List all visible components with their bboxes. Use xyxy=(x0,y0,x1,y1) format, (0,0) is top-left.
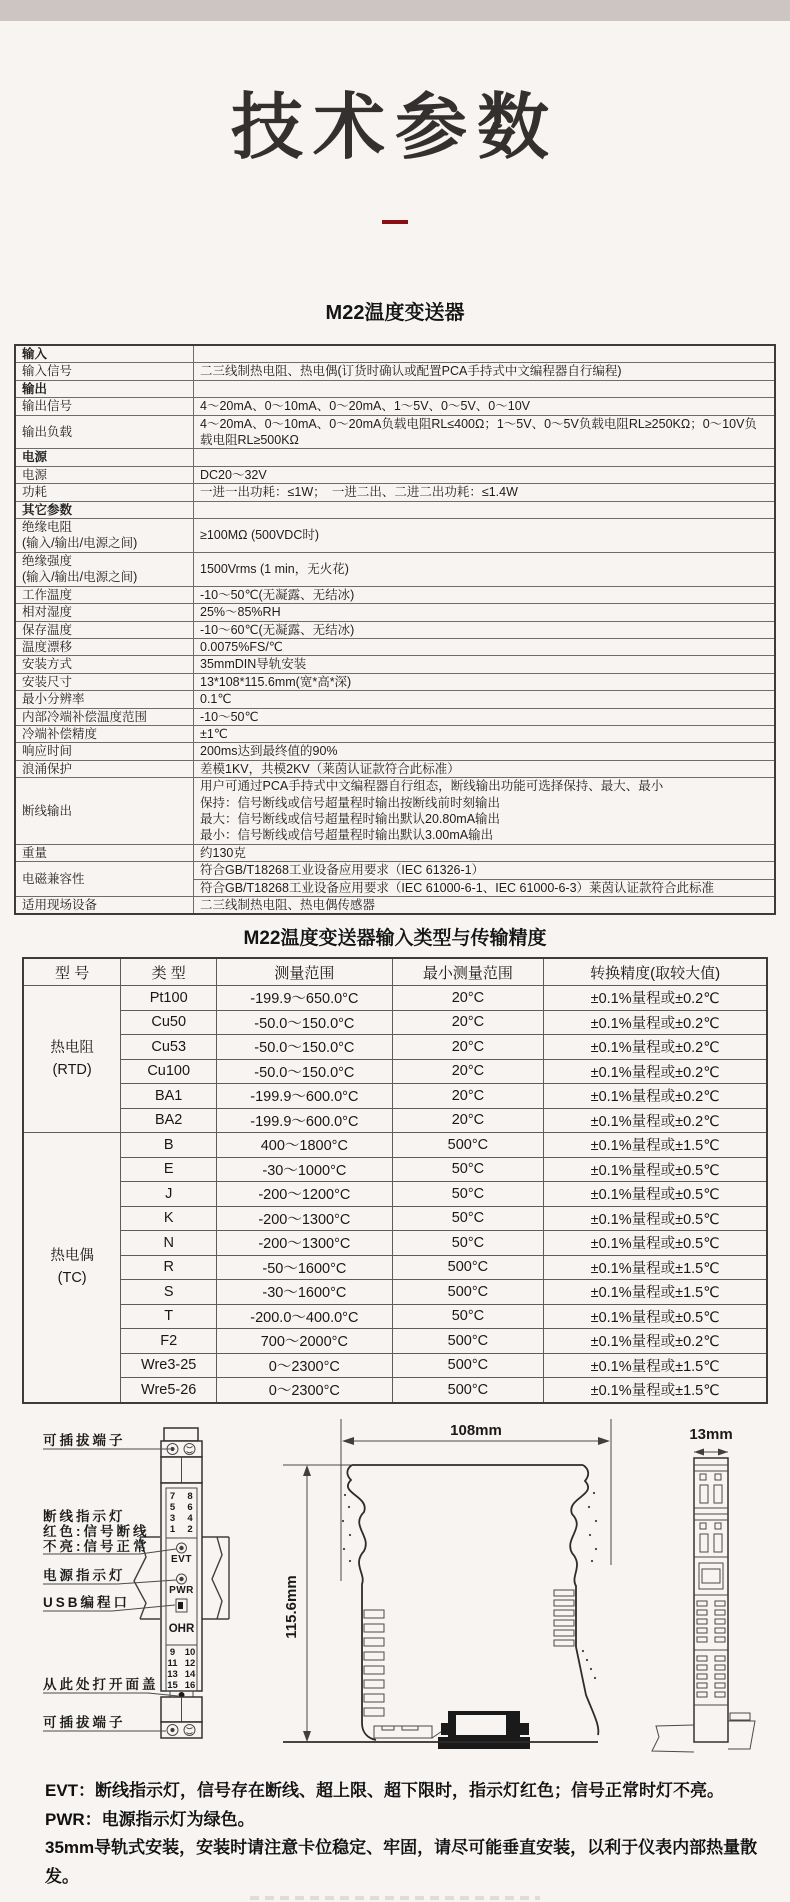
terminal-number: 15 xyxy=(167,1680,178,1691)
module-end-view xyxy=(694,1458,728,1742)
min-range-cell: 20°C xyxy=(392,1108,544,1133)
range-cell: 0～2300°C xyxy=(217,1353,393,1378)
spec-row xyxy=(15,621,775,638)
spec-value xyxy=(194,345,776,363)
type-cell: Cu53 xyxy=(121,1035,217,1060)
type-cell: Wre3-25 xyxy=(121,1353,217,1378)
dimension-drawing xyxy=(0,1395,790,1795)
precision-row xyxy=(23,1059,767,1084)
spec-table-body xyxy=(15,345,775,914)
min-range-cell: 50°C xyxy=(392,1182,544,1207)
vent-slots-left xyxy=(364,1610,384,1716)
range-cell: -200～1300°C xyxy=(217,1231,393,1256)
type-cell: Wre5-26 xyxy=(121,1378,217,1403)
spec-row xyxy=(15,449,775,466)
range-cell: -199.9～600.0°C xyxy=(217,1108,393,1133)
type-cell: R xyxy=(121,1255,217,1280)
min-range-cell: 500°C xyxy=(392,1133,544,1158)
spec-value: 13*108*115.6mm(宽*高*深) xyxy=(194,673,776,690)
spec-label: 冷端补偿精度 xyxy=(15,725,194,742)
spec-label: 浪涌保护 xyxy=(15,760,194,777)
spec-label: 电源 xyxy=(15,449,194,466)
accuracy-cell: ±0.1%量程或±0.2℃ xyxy=(544,1010,767,1035)
spec-value: 差模1KV，共模2KV（莱茵认证款符合此标准） xyxy=(194,760,776,777)
type-cell: BA1 xyxy=(121,1084,217,1109)
spec-label: 功耗 xyxy=(15,484,194,501)
precision-row xyxy=(23,1206,767,1231)
min-range-cell: 20°C xyxy=(392,1059,544,1084)
range-cell: -50～1600°C xyxy=(217,1255,393,1280)
range-cell: -199.9～650.0°C xyxy=(217,986,393,1011)
spec-value: -10～60℃(无凝露、无结冰) xyxy=(194,621,776,638)
din-clamp xyxy=(438,1711,530,1749)
range-cell: -50.0～150.0°C xyxy=(217,1059,393,1084)
accuracy-cell: ±0.1%量程或±0.2℃ xyxy=(544,1329,767,1354)
terminal-number: 14 xyxy=(184,1669,196,1680)
range-cell: -30～1000°C xyxy=(217,1157,393,1182)
label-open-cover: 从此处打开面盖 xyxy=(43,1677,159,1692)
min-range-cell: 50°C xyxy=(392,1157,544,1182)
spec-label: 输出 xyxy=(15,380,194,397)
terminal-number: 6 xyxy=(187,1502,193,1513)
range-cell: 0～2300°C xyxy=(217,1378,393,1403)
spec-value: 0.1℃ xyxy=(194,691,776,708)
precision-row xyxy=(23,986,767,1011)
range-cell: 700～2000°C xyxy=(217,1329,393,1354)
top-band xyxy=(0,0,790,21)
spec-value: 一进一出功耗：≤1W； 一进二出、二进二出功耗：≤1.4W xyxy=(194,484,776,501)
precision-table xyxy=(22,957,768,1404)
spec-row xyxy=(15,725,775,742)
terminal-number: 2 xyxy=(187,1524,193,1535)
range-cell: -199.9～600.0°C xyxy=(217,1084,393,1109)
label-evt-line1: 断线指示灯 xyxy=(43,1509,126,1524)
spec-value: 25%～85%RH xyxy=(194,604,776,621)
model-group-cell: 热电阻 (RTD) xyxy=(23,986,121,1133)
type-cell: J xyxy=(121,1182,217,1207)
spec-label: 电磁兼容性 xyxy=(15,862,194,897)
spec-row xyxy=(15,466,775,483)
spec-value: 35mmDIN导轨安装 xyxy=(194,656,776,673)
spec-value xyxy=(194,380,776,397)
spec-label: 安装方式 xyxy=(15,656,194,673)
terminal-number: 7 xyxy=(169,1491,176,1502)
precision-table-title: M22温度变送器输入类型与传输精度 xyxy=(243,928,547,949)
spec-value: 1500Vrms (1 min，无火花) xyxy=(194,552,776,586)
spec-value: 二三线制热电阻、热电偶(订货时确认或配置PCA手持式中文编程器自行编程) xyxy=(194,363,776,380)
spec-value: -10～50℃ xyxy=(194,708,776,725)
spec-row xyxy=(15,604,775,621)
spec-label: 最小分辨率 xyxy=(15,691,194,708)
min-range-cell: 500°C xyxy=(392,1255,544,1280)
spec-row xyxy=(15,778,775,845)
spec-label: 相对湿度 xyxy=(15,604,194,621)
terminal-number: 11 xyxy=(167,1658,178,1669)
range-cell: -30～1600°C xyxy=(217,1280,393,1305)
spec-row xyxy=(15,484,775,501)
height-dimension xyxy=(283,1465,352,1742)
accuracy-cell: ±0.1%量程或±0.5℃ xyxy=(544,1231,767,1256)
precision-row xyxy=(23,1084,767,1109)
label-terminal-top: 可插拔端子 xyxy=(43,1433,126,1448)
min-range-cell: 500°C xyxy=(392,1353,544,1378)
range-cell: -200～1200°C xyxy=(217,1182,393,1207)
label-terminal-bottom: 可插拔端子 xyxy=(43,1715,126,1730)
label-evt-line3: 不亮:信号正常 xyxy=(43,1539,150,1554)
spec-value: ±1℃ xyxy=(194,725,776,742)
spec-value xyxy=(194,501,776,518)
note-evt: EVT：断线指示灯，信号存在断线、超上限、超下限时，指示灯红色；信号正常时灯不亮。 xyxy=(45,1781,725,1800)
spec-label: 响应时间 xyxy=(15,743,194,760)
precision-row xyxy=(23,1133,767,1158)
spec-row xyxy=(15,656,775,673)
spec-row xyxy=(15,743,775,760)
range-cell: -200.0～400.0°C xyxy=(217,1304,393,1329)
evt-led-label: EVT xyxy=(171,1554,192,1565)
spec-row xyxy=(15,708,775,725)
terminal-number: 1 xyxy=(169,1524,176,1535)
type-cell: Cu50 xyxy=(121,1010,217,1035)
spec-label: 电源 xyxy=(15,466,194,483)
min-range-cell: 50°C xyxy=(392,1304,544,1329)
spec-row xyxy=(15,897,775,915)
terminal-number: 4 xyxy=(187,1513,193,1524)
spec-label: 输出负载 xyxy=(15,415,194,449)
terminal-number: 5 xyxy=(169,1502,176,1513)
precision-table-body xyxy=(23,986,767,1403)
accuracy-cell: ±0.1%量程或±1.5℃ xyxy=(544,1133,767,1158)
accuracy-cell: ±0.1%量程或±1.5℃ xyxy=(544,1255,767,1280)
accuracy-cell: ±0.1%量程或±1.5℃ xyxy=(544,1353,767,1378)
min-range-cell: 20°C xyxy=(392,1084,544,1109)
spec-row xyxy=(15,691,775,708)
type-cell: N xyxy=(121,1231,217,1256)
note-mounting: 35mm导轨式安装，安装时请注意卡位稳定、牢固，请尽可能垂直安装，以利于仪表内部热量散发。 xyxy=(45,1838,758,1886)
spec-row xyxy=(15,363,775,380)
col-header-accuracy: 转换精度(取较大值) xyxy=(544,958,767,986)
spec-value: -10～50℃(无凝露、无结冰) xyxy=(194,586,776,603)
spec-row xyxy=(15,552,775,586)
spec-row xyxy=(15,398,775,415)
terminal-number: 9 xyxy=(169,1647,176,1658)
type-cell: T xyxy=(121,1304,217,1329)
spec-label: 输入 xyxy=(15,345,194,363)
min-range-cell: 20°C xyxy=(392,1010,544,1035)
title-accent-dash xyxy=(382,220,408,224)
col-header-type: 类 型 xyxy=(121,958,217,986)
spec-table-title: M22温度变送器 xyxy=(325,302,465,324)
label-power-led: 电源指示灯 xyxy=(43,1568,126,1583)
depth-dimension-label: 13mm xyxy=(689,1426,733,1443)
page-title: 技术参数 xyxy=(230,88,559,168)
spec-table xyxy=(14,344,776,915)
type-cell: E xyxy=(121,1157,217,1182)
precision-header-row xyxy=(23,958,767,986)
terminal-number: 10 xyxy=(184,1647,196,1658)
spec-label: 绝缘强度 (输入/输出/电源之间) xyxy=(15,552,194,586)
type-cell: Cu100 xyxy=(121,1059,217,1084)
precision-row xyxy=(23,1157,767,1182)
spec-value: 用户可通过PCA手持式中文编程器自行组态，断线输出功能可选择保持、最大、最小 保持：信号断线或信号超量程时输出按断线前时刻输出 最大：信号断线或信号超量程时输出默认20.80mA输出 最小：信号断线或信号超量程时输出默认3.00mA输出 xyxy=(194,778,776,845)
precision-row xyxy=(23,1280,767,1305)
spec-row xyxy=(15,673,775,690)
module-front-view xyxy=(161,1428,202,1738)
min-range-cell: 500°C xyxy=(392,1378,544,1403)
spec-label: 安装尺寸 xyxy=(15,673,194,690)
spec-label: 内部冷端补偿温度范围 xyxy=(15,708,194,725)
col-header-range: 测量范围 xyxy=(217,958,393,986)
spec-row xyxy=(15,638,775,655)
precision-row xyxy=(23,1108,767,1133)
col-header-min-range: 最小测量范围 xyxy=(392,958,544,986)
accuracy-cell: ±0.1%量程或±0.5℃ xyxy=(544,1157,767,1182)
spec-row xyxy=(15,519,775,553)
range-cell: 400～1800°C xyxy=(217,1133,393,1158)
terminal-number: 13 xyxy=(167,1669,178,1680)
precision-row xyxy=(23,1035,767,1060)
spec-value: 200ms达到最终值的90% xyxy=(194,743,776,760)
base-terminal-strip xyxy=(374,1726,448,1738)
min-range-cell: 50°C xyxy=(392,1206,544,1231)
label-usb-port: USB编程口 xyxy=(43,1595,131,1610)
spec-row xyxy=(15,345,775,363)
spec-row xyxy=(15,862,775,897)
model-group-cell: 热电偶 (TC) xyxy=(23,1133,121,1403)
range-cell: -50.0～150.0°C xyxy=(217,1010,393,1035)
precision-row xyxy=(23,1255,767,1280)
precision-row xyxy=(23,1304,767,1329)
top-cap xyxy=(164,1428,198,1441)
spec-label: 工作温度 xyxy=(15,586,194,603)
min-range-cell: 500°C xyxy=(392,1329,544,1354)
width-dimension-label: 108mm xyxy=(450,1422,502,1439)
col-header-model: 型 号 xyxy=(23,958,121,986)
spec-value: 4～20mA、0～10mA、0～20mA负载电阻RL≤400Ω；1～5V、0～5V负载电阻RL≥250KΩ；0～10V负载电阻RL≥500KΩ xyxy=(194,415,776,449)
spec-label: 重量 xyxy=(15,844,194,861)
min-range-cell: 20°C xyxy=(392,1035,544,1060)
type-cell: S xyxy=(121,1280,217,1305)
spec-value: DC20～32V xyxy=(194,466,776,483)
brand-logo: OHR xyxy=(168,1623,195,1635)
spec-label: 断线输出 xyxy=(15,778,194,845)
spec-row xyxy=(15,380,775,397)
precision-row xyxy=(23,1329,767,1354)
spec-value xyxy=(194,449,776,466)
note-pwr: PWR：电源指示灯为绿色。 xyxy=(45,1809,255,1829)
height-dimension-label: 115.6mm xyxy=(283,1575,300,1639)
accuracy-cell: ±0.1%量程或±0.2℃ xyxy=(544,1084,767,1109)
spec-label: 温度漂移 xyxy=(15,638,194,655)
terminal-number: 3 xyxy=(169,1513,176,1524)
min-range-cell: 20°C xyxy=(392,986,544,1011)
type-cell: K xyxy=(121,1206,217,1231)
spec-label: 保存温度 xyxy=(15,621,194,638)
spec-row xyxy=(15,415,775,449)
accuracy-cell: ±0.1%量程或±1.5℃ xyxy=(544,1378,767,1403)
spec-row xyxy=(15,844,775,861)
spec-label: 绝缘电阻 (输入/输出/电源之间) xyxy=(15,519,194,553)
precision-row xyxy=(23,1353,767,1378)
bottom-terminal-block xyxy=(161,1722,202,1738)
spec-value: ≥100MΩ (500VDC时) xyxy=(194,519,776,553)
spec-value: 0.0075%FS/℃ xyxy=(194,638,776,655)
terminal-number: 12 xyxy=(184,1658,196,1669)
type-cell: BA2 xyxy=(121,1108,217,1133)
range-cell: -50.0～150.0°C xyxy=(217,1035,393,1060)
callout-labels xyxy=(43,1432,178,1731)
accuracy-cell: ±0.1%量程或±0.2℃ xyxy=(544,1108,767,1133)
min-range-cell: 500°C xyxy=(392,1280,544,1305)
range-cell: -200～1300°C xyxy=(217,1206,393,1231)
spec-row xyxy=(15,760,775,777)
accuracy-cell: ±0.1%量程或±0.5℃ xyxy=(544,1182,767,1207)
precision-row xyxy=(23,1010,767,1035)
precision-row xyxy=(23,1182,767,1207)
type-cell: B xyxy=(121,1133,217,1158)
cut-off-text xyxy=(250,1896,540,1900)
vent-slots-right xyxy=(554,1590,574,1646)
spec-label: 输入信号 xyxy=(15,363,194,380)
pwr-led-label: PWR xyxy=(169,1585,194,1596)
accuracy-cell: ±0.1%量程或±0.2℃ xyxy=(544,986,767,1011)
scallop-dots xyxy=(342,1492,597,1679)
width-dimension xyxy=(341,1419,611,1581)
type-cell: F2 xyxy=(121,1329,217,1354)
accuracy-cell: ±0.1%量程或±0.5℃ xyxy=(544,1206,767,1231)
spec-label: 适用现场设备 xyxy=(15,897,194,915)
spec-value: 4～20mA、0～10mA、0～20mA、1～5V、0～5V、0～10V xyxy=(194,398,776,415)
spec-value: 约130克 xyxy=(194,844,776,861)
accuracy-cell: ±0.1%量程或±0.5℃ xyxy=(544,1304,767,1329)
precision-row xyxy=(23,1231,767,1256)
accuracy-cell: ±0.1%量程或±0.2℃ xyxy=(544,1059,767,1084)
terminal-number: 16 xyxy=(184,1680,196,1691)
accuracy-cell: ±0.1%量程或±0.2℃ xyxy=(544,1035,767,1060)
spec-value: 符合GB/T18268工业设备应用要求（IEC 61326-1） 符合GB/T18268工业设备应用要求（IEC 61000-6-1、IEC 61000-6-3）莱茵认证款符合此标准 xyxy=(194,862,776,897)
type-cell: Pt100 xyxy=(121,986,217,1011)
spec-label: 输出信号 xyxy=(15,398,194,415)
spec-value: 二三线制热电阻、热电偶传感器 xyxy=(194,897,776,915)
label-evt-line2: 红色:信号断线 xyxy=(43,1524,150,1539)
module-side-view xyxy=(283,1465,598,1749)
depth-dimension xyxy=(689,1426,732,1456)
min-range-cell: 50°C xyxy=(392,1231,544,1256)
accuracy-cell: ±0.1%量程或±1.5℃ xyxy=(544,1280,767,1305)
spec-row xyxy=(15,586,775,603)
terminal-number: 8 xyxy=(187,1491,193,1502)
spec-label: 其它参数 xyxy=(15,501,194,518)
footnotes xyxy=(45,1777,759,1891)
spec-row xyxy=(15,501,775,518)
